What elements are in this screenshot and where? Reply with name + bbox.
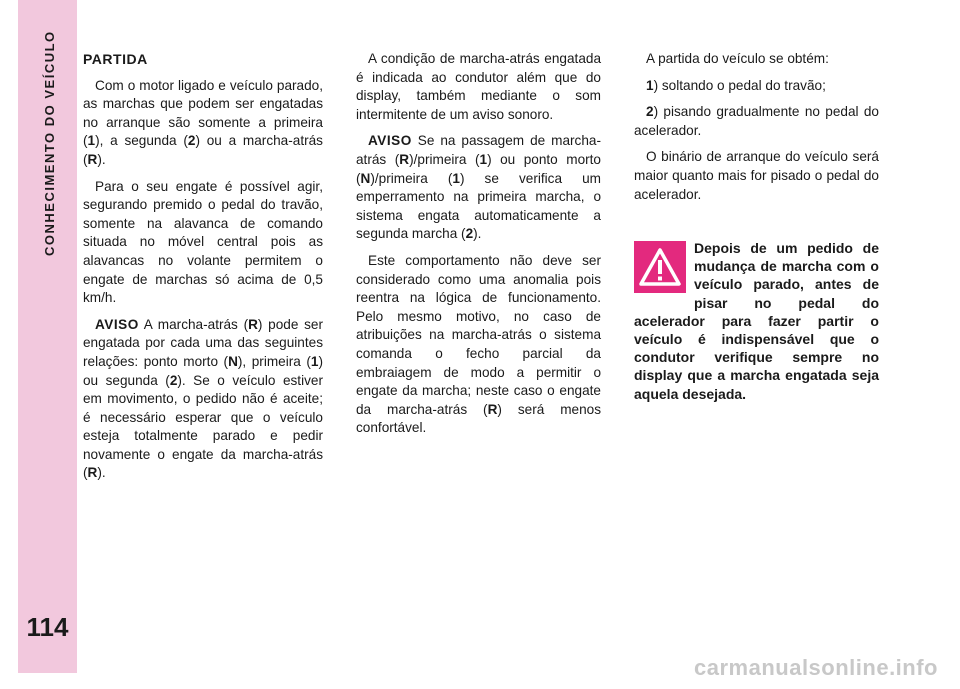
paragraph-condicao-marcha-atras: A condição de marcha-atrás engatada é indicada ao condutor além que do display, também mediante o som intermitente de um aviso sonoro. (356, 51, 601, 122)
column-2 (356, 50, 601, 446)
column-3 (634, 50, 879, 212)
heading-partida: PARTIDA (83, 51, 148, 67)
text: ). (473, 226, 482, 242)
warning-triangle-icon (634, 241, 686, 293)
text: ) ou segunda ( (83, 353, 324, 388)
text: ). (97, 151, 106, 167)
step-2 (634, 103, 879, 140)
text: Com o motor ligado e veículo parado, as marchas que podem ser engatadas no arranque são somente a primeira ( (83, 77, 323, 149)
text: )/primeira ( (409, 151, 480, 167)
gear-label: N (228, 353, 238, 369)
gear-label: R (399, 151, 410, 167)
paragraph-comportamento (356, 252, 601, 438)
gear-label: 1 (479, 151, 488, 167)
sidebar-band (18, 0, 77, 673)
text: A marcha-atrás ( (138, 316, 249, 332)
section-title: CONHECIMENTO DO VEÍCULO (42, 30, 57, 256)
aviso-label: AVISO (95, 316, 139, 332)
gear-label: R (87, 465, 98, 481)
paragraph-aviso-emperramento (356, 132, 601, 244)
text: ). Se o veículo estiver em movimento, o pedido não é aceite; é necessário esperar que o veículo esteja totalmente parado e pedir novamente o engate da marcha-atrás ( (83, 372, 323, 481)
text: ), a segunda ( (95, 133, 188, 149)
text: ) soltando o pedal do travão; (653, 77, 826, 93)
paragraph-engate-arranque (83, 77, 323, 170)
gear-label: R (248, 316, 258, 332)
step-1 (634, 77, 879, 96)
gear-label: 2 (187, 133, 196, 149)
step-number: 2 (646, 104, 654, 120)
gear-label: 2 (169, 372, 178, 388)
step-number: 1 (646, 77, 654, 93)
text: ), primeira ( (237, 353, 311, 369)
gear-label: 1 (87, 133, 96, 149)
gear-label: 1 (310, 353, 319, 369)
gear-label: 2 (465, 226, 474, 242)
aviso-label: AVISO (368, 133, 412, 149)
text: ) pode ser engatada por cada uma das seguintes relações: ponto morto ( (83, 316, 323, 369)
text: ) ou ponto morto ( (356, 151, 601, 186)
gear-label: 1 (452, 170, 460, 186)
text: Este comportamento não deve ser considerado como uma anomalia pois reentra na lógica de funcionamento. Pelo mesmo motivo, no caso de atribuições na marcha-atrás o sistema comanda o fecho parcial da embraiagem de modo a permitir o engate da marcha; neste caso o engate da marcha-atrás ( (356, 252, 601, 417)
warning-box (634, 239, 879, 403)
warning-text: Depois de um pedido de mudança de marcha com o veículo parado, antes de pisar no pedal do acelerador para fazer partir o veículo é indispensável que o condutor verifique sempre no display que a marcha engatada seja aquela desejada. (634, 240, 879, 402)
watermark: carmanualsonline.info (694, 655, 938, 680)
text: ) se verifica um emperramento na primeira marcha, o sistema engata automaticamente a segunda marcha ( (356, 170, 601, 242)
text: ) pisando gradualmente no pedal do acelerador. (634, 104, 879, 138)
paragraph-aviso-marcha-atras (83, 316, 323, 483)
page-number: 114 (26, 612, 69, 642)
gear-label: N (360, 170, 371, 186)
text: ). (97, 465, 106, 481)
gear-label: R (87, 151, 98, 167)
paragraph-engate-alavanca: Para o seu engate é possível agir, segurando premido o pedal do travão, somente na alavanca de comando situada no móvel central pois as alavancas no volante permitem o engate de marchas só acima de 0,5 km/h. (83, 178, 323, 306)
text: ) ou a marcha-atrás ( (83, 133, 323, 167)
text: ) será menos confortável. (356, 401, 601, 436)
gear-label: R (487, 401, 498, 417)
paragraph-partida-intro: A partida do veículo se obtém: (646, 51, 829, 66)
text: )/primeira ( (370, 170, 453, 186)
column-1 (83, 50, 323, 491)
paragraph-binario: O binário de arranque do veículo será maior quanto mais for pisado o pedal do acelerador. (634, 149, 879, 202)
text: Se na passagem de marcha-atrás ( (356, 133, 601, 167)
